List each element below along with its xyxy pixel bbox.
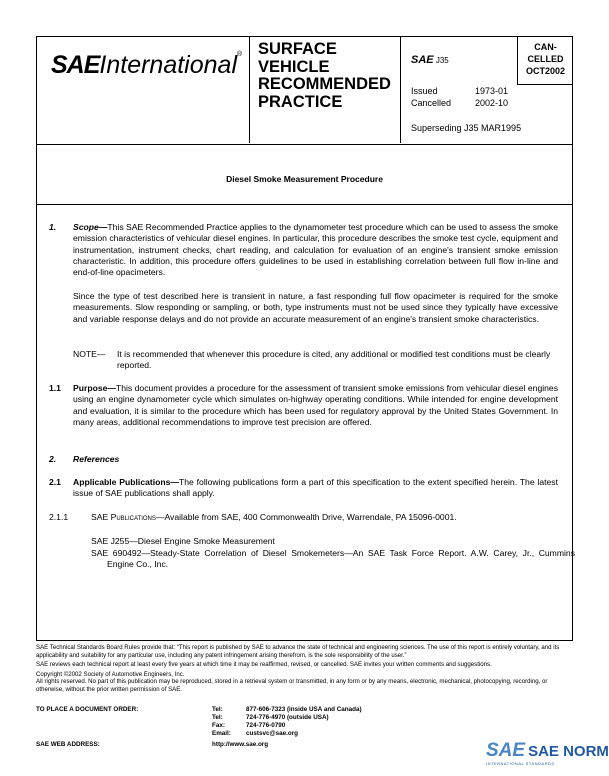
doc-type-line: SURFACE xyxy=(258,40,337,58)
doc-number xyxy=(411,54,449,66)
body-box xyxy=(36,205,573,641)
document-title: Diesel Smoke Measurement Procedure xyxy=(226,174,383,184)
doc-info-cell xyxy=(401,37,573,143)
section-2-number: 2. xyxy=(49,454,57,464)
email-link[interactable]: custsvc@sae.org xyxy=(246,730,298,737)
sae-norm-logo xyxy=(486,740,609,766)
doc-type-line: PRACTICE xyxy=(258,92,343,111)
sae-norm-text: SAE NORM xyxy=(528,743,609,760)
section-1-scope xyxy=(73,222,558,278)
trademark-mark: ® xyxy=(237,51,243,58)
section-1-heading: Scope— xyxy=(73,222,108,232)
note-label: NOTE— xyxy=(73,349,106,359)
issued-value: 1973-01 xyxy=(475,86,509,96)
cancelled-label: Cancelled xyxy=(411,98,452,108)
status-line: CELLED xyxy=(527,54,564,64)
issued-label: Issued xyxy=(411,86,438,96)
section-1-1-purpose xyxy=(73,383,558,428)
status-line: CAN- xyxy=(534,42,557,52)
tel-label: Tel: xyxy=(212,706,223,713)
title-box xyxy=(36,145,573,205)
tel2-label: Tel: xyxy=(212,714,223,721)
section-1-text: This SAE Recommended Practice applies to the dynamometer test procedure which can be used to assess the smoke emission characteristics of vehicular diesel engines. In particular, this procedure describes the smoke test cycle, equipment and instrumentation, instrument checks, chart reading, and calculation for evaluation of an engine's transient smoke emission characteristic. In addition, this procedure offers guidelines to be used in establishing correlation between full flow in-line and end-of-line opacimeters. xyxy=(73,222,558,278)
section-2-1-1-number: 2.1.1 xyxy=(49,512,69,522)
logo-sae-text: SAE xyxy=(51,51,100,79)
section-2-1-heading: Applicable Publications— xyxy=(73,477,179,487)
doc-number-value: J35 xyxy=(435,56,449,65)
footer-copyright: Copyright ©2002 Society of Automotive Engineers, Inc. xyxy=(36,670,185,678)
section-2-1-number: 2.1 xyxy=(49,477,61,487)
cancelled-status-box xyxy=(517,37,573,85)
section-2-1-1-heading: SAE Publications xyxy=(91,512,156,522)
cancelled-row xyxy=(411,98,509,108)
tel-value: 877-606-7323 (inside USA and Canada) xyxy=(246,706,362,713)
doc-number-sae: SAE xyxy=(411,54,434,66)
logo-cell xyxy=(37,37,250,143)
email-label: Email: xyxy=(212,730,231,737)
tel2-value: 724-776-4970 (outside USA) xyxy=(246,714,329,721)
sae-international-logo xyxy=(51,51,242,80)
doc-type-label xyxy=(258,41,391,111)
reference-sae-j255: SAE J255—Diesel Engine Smoke Measurement xyxy=(91,536,275,546)
section-2-1-1-text: —Available from SAE, 400 Commonwealth Drive, Warrendale, PA 15096-0001. xyxy=(155,512,457,522)
status-line: OCT2002 xyxy=(525,66,566,76)
cancelled-value: 2002-10 xyxy=(475,98,509,108)
fax-label: Fax: xyxy=(212,722,225,729)
order-label: TO PLACE A DOCUMENT ORDER: xyxy=(36,706,139,713)
section-1-paragraph-2: Since the type of test described here is transient in nature, a fast responding full flow opacimeter is required for the smoke measurements. Slow responding or sampling, or both, type instruments must not be used since they typically have excessive and variable response delays and do not provide an accurate measurement of an engine's transient smoke characteristics. xyxy=(73,291,558,324)
section-2-1-text: The following publications form a part of this specification to the extent specified herein. The latest issue of SAE publications shall apply. xyxy=(73,477,558,499)
web-label: SAE WEB ADDRESS: xyxy=(36,741,100,748)
fax-value: 724-776-0790 xyxy=(246,722,286,729)
web-address-link[interactable]: http://www.sae.org xyxy=(212,741,269,748)
sae-norm-mark: SAE xyxy=(486,740,526,761)
issued-row xyxy=(411,86,509,96)
footer-review-text: SAE reviews each technical report at least every five years at which time it may be reaffirmed, revised, or cancelled. SAE invites your written comments and suggestions. xyxy=(36,661,492,669)
sae-norm-subtext: INTERNATIONAL STANDARDS xyxy=(486,761,555,766)
section-2-1-1-sae-publications xyxy=(91,512,561,523)
doc-type-line: RECOMMENDED xyxy=(258,75,391,93)
doc-type-cell xyxy=(250,37,401,143)
note-text: It is recommended that whenever this procedure is cited, any additional or modified test conditions must be clearly reported. xyxy=(117,349,551,371)
header-box xyxy=(36,36,573,145)
section-1-1-text: This document provides a procedure for the assessment of transient smoke emissions from vehicular diesel engines using an engine dynamometer cycle which simulates on-highway operating conditions. While intended for engine development and evaluation, it is similar to the procedure which has been used for regulatory approval by the United States Government. In many areas, additional recommendations to improve test precision are offered. xyxy=(73,383,558,427)
footer-notices xyxy=(36,644,573,696)
reference-sae-690492: SAE 690492—Steady-State Correlation of Diesel Smokemeters—An SAE Task Force Report. A.W. Carey, Jr., Cummins Engine Co., Inc. xyxy=(91,548,575,570)
section-1-1-heading: Purpose— xyxy=(73,383,116,393)
logo-international-text: International xyxy=(99,51,238,79)
footer-policy-text: SAE Technical Standards Board Rules provide that: “This report is published by SAE to advance the state of technical and engineering sciences. The use of this report is entirely voluntary, and its applicability and suitability for any particular use, including any patent infringement arising therefrom, is the sole responsibility of the user.” xyxy=(36,644,560,659)
footer-rights: All rights reserved. No part of this publication may be reproduced, stored in a retrieval system or transmitted, in any form or by any means, electronic, mechanical, photocopying, recording, or otherwise, without the prior written permission of SAE. xyxy=(36,678,548,693)
section-1-number: 1. xyxy=(49,222,57,232)
section-1-1-number: 1.1 xyxy=(49,383,61,393)
section-2-heading: References xyxy=(73,454,120,464)
doc-type-line: VEHICLE xyxy=(258,57,330,76)
section-2-1-publications xyxy=(73,477,558,500)
superseding-text: Superseding J35 MAR1995 xyxy=(411,123,522,133)
